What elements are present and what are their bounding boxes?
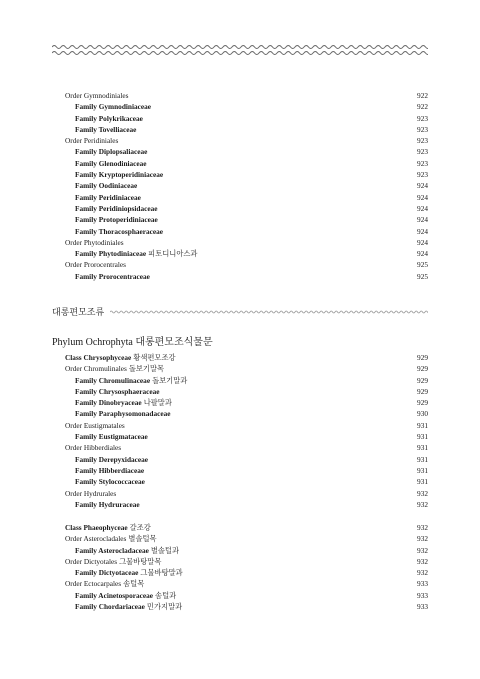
- toc-chrysophyceae-list: [65, 352, 428, 510]
- toc-entry-korean: 피토디니아스과: [148, 249, 198, 259]
- toc-entry-page: 933: [417, 602, 428, 612]
- toc-entry-latin: Order Asterocladales: [65, 534, 127, 544]
- toc-entry-latin: Order Hibberdiales: [65, 443, 122, 453]
- toc-entry-page: 923: [417, 158, 428, 168]
- phylum-korean: 대롱편모조식물문: [135, 337, 213, 348]
- toc-entry-family[interactable]: [65, 192, 428, 203]
- toc-entry-latin: Family Chordariaceae: [75, 602, 145, 612]
- toc-entry-page: 931: [417, 465, 428, 475]
- toc-entry-page: 932: [417, 545, 428, 555]
- toc-entry-page: 932: [417, 534, 428, 544]
- toc-entry-family[interactable]: [65, 124, 428, 135]
- toc-entry-page: 924: [417, 215, 428, 225]
- section-heading: [52, 305, 428, 319]
- toc-entry-page: 929: [417, 364, 428, 374]
- toc-entry-latin: Family Oodiniaceae: [75, 181, 138, 191]
- toc-entry-latin: Family Gymnodiniaceae: [75, 102, 152, 112]
- toc-entry-family[interactable]: [65, 408, 428, 419]
- toc-entry-latin: Family Diplopsaliaceae: [75, 147, 148, 157]
- toc-entry-title: [75, 601, 182, 612]
- toc-entry-korean: 솜털과: [155, 590, 177, 600]
- toc-entry-order[interactable]: [65, 135, 428, 146]
- toc-entry-page: 931: [417, 477, 428, 487]
- toc-entry-page: 924: [417, 181, 428, 191]
- toc-entry-page: 931: [417, 443, 428, 453]
- toc-entry-title: [75, 545, 179, 556]
- toc-entry-latin: Family Chrysosphaeraceae: [75, 386, 160, 396]
- section-heading-label: 대롱편모조류: [52, 305, 108, 319]
- toc-entry-family[interactable]: [65, 146, 428, 157]
- toc-entry-family[interactable]: [65, 158, 428, 169]
- toc-entry-family[interactable]: [65, 590, 428, 601]
- toc-entry-page: 931: [417, 454, 428, 464]
- toc-entry-latin: Family Glenodiniaceae: [75, 158, 147, 168]
- toc-entry-family[interactable]: [65, 397, 428, 408]
- toc-entry-title: [75, 408, 170, 419]
- toc-entry-family[interactable]: [65, 113, 428, 124]
- toc-entry-order[interactable]: [65, 237, 428, 248]
- toc-entry-title: [65, 442, 121, 453]
- toc-entry-title: [75, 397, 172, 408]
- toc-entry-korean: 갈조강: [129, 523, 151, 532]
- toc-entry-korean: 돌보기말과: [152, 375, 188, 385]
- toc-entry-latin: Family Peridiniopsidaceae: [75, 203, 158, 213]
- toc-entry-title: [75, 499, 140, 510]
- toc-entry-page: 932: [417, 488, 428, 498]
- toc-entry-title: [75, 271, 150, 282]
- toc-entry-order[interactable]: [65, 442, 428, 453]
- toc-entry-title: [75, 375, 187, 386]
- toc-entry-family[interactable]: [65, 545, 428, 556]
- toc-entry-page: 929: [417, 375, 428, 385]
- toc-entry-latin: Family Tovelliaceae: [75, 124, 137, 134]
- toc-entry-family[interactable]: [65, 567, 428, 578]
- toc-entry-family[interactable]: [65, 203, 428, 214]
- toc-entry-latin: Family Chromulinaceae: [75, 375, 151, 385]
- toc-entry-order[interactable]: [65, 90, 428, 101]
- toc-entry-family[interactable]: [65, 248, 428, 259]
- toc-entry-page: 923: [417, 147, 428, 157]
- toc-entry-family[interactable]: [65, 226, 428, 237]
- toc-entry-page: 922: [417, 102, 428, 112]
- toc-entry-family[interactable]: [65, 214, 428, 225]
- toc-entry-latin: Order Gymnodiniales: [65, 91, 129, 100]
- toc-entry-page: 929: [417, 353, 428, 362]
- toc-entry-family[interactable]: [65, 465, 428, 476]
- toc-entry-latin: Family Phytodiniaceae: [75, 249, 147, 259]
- toc-entry-latin: Family Kryptoperidiniaceae: [75, 170, 164, 180]
- toc-entry-title: [65, 135, 118, 146]
- toc-entry-page: 924: [417, 237, 428, 247]
- toc-entry-title: [65, 420, 125, 431]
- toc-entry-title: [75, 180, 137, 191]
- toc-entry-page: 930: [417, 409, 428, 419]
- toc-entry-latin: Order Dictyotales: [65, 556, 118, 566]
- toc-entry-latin: Family Dictyotaceae: [75, 568, 139, 578]
- toc-entry-title: [65, 259, 126, 270]
- toc-entry-page: 924: [417, 192, 428, 202]
- toc-entry-latin: Family Derepyxidaceae: [75, 454, 149, 464]
- toc-entry-latin: Family Paraphysomonadaceae: [75, 409, 171, 419]
- toc-entry-title: [65, 533, 157, 544]
- toc-entry-latin: Family Stylococcaceae: [75, 477, 145, 487]
- toc-entry-latin: Order Phytodiniales: [65, 237, 124, 247]
- toc-entry-family[interactable]: [65, 601, 428, 612]
- toc-entry-cls[interactable]: [65, 522, 428, 533]
- toc-entry-page: 925: [417, 260, 428, 270]
- toc-entry-title: [75, 431, 148, 442]
- toc-entry-page: 923: [417, 124, 428, 134]
- toc-entry-family[interactable]: [65, 169, 428, 180]
- toc-entry-title: [75, 465, 144, 476]
- toc-entry-page: 932: [417, 556, 428, 566]
- toc-entry-order[interactable]: [65, 533, 428, 544]
- toc-entry-korean: 민가지말과: [146, 602, 183, 612]
- toc-entry-family[interactable]: [65, 454, 428, 465]
- toc-entry-page: 932: [417, 568, 428, 578]
- toc-entry-title: [75, 214, 158, 225]
- toc-entry-order[interactable]: [65, 488, 428, 499]
- toc-entry-title: [65, 237, 124, 248]
- toc-entry-page: 933: [417, 579, 428, 589]
- toc-entry-title: [75, 248, 197, 259]
- toc-entry-korean: 나팔말과: [143, 398, 172, 408]
- toc-entry-order[interactable]: [65, 259, 428, 270]
- toc-entry-title: [75, 567, 183, 578]
- toc-entry-family[interactable]: [65, 375, 428, 386]
- toc-entry-latin: Order Hydrurales: [65, 488, 117, 498]
- toc-entry-title: [75, 590, 176, 601]
- toc-entry-family[interactable]: [65, 101, 428, 112]
- toc-entry-family[interactable]: [65, 476, 428, 487]
- toc-entry-page: 929: [417, 398, 428, 408]
- toc-entry-korean: 솜털목: [123, 579, 145, 589]
- toc-entry-order[interactable]: [65, 420, 428, 431]
- toc-entry-title: [75, 158, 147, 169]
- toc-entry-korean: 그물바탕말과: [140, 568, 183, 578]
- toc-entry-title: [65, 488, 116, 499]
- toc-entry-korean: 별솔털목: [128, 534, 157, 544]
- toc-entry-order[interactable]: [65, 578, 428, 589]
- toc-entry-title: [65, 522, 151, 533]
- toc-entry-title: [65, 363, 164, 374]
- toc-entry-title: [75, 226, 163, 237]
- toc-entry-page: 924: [417, 249, 428, 259]
- toc-entry-family[interactable]: [65, 180, 428, 191]
- toc-entry-korean: 별솔털과: [150, 545, 180, 555]
- toc-entry-title: [65, 90, 128, 101]
- toc-entry-family[interactable]: [65, 431, 428, 442]
- toc-entry-latin: Family Acinetosporaceae: [75, 590, 154, 600]
- toc-phaeophyceae-list: [65, 522, 428, 612]
- toc-entry-page: 925: [417, 271, 428, 281]
- toc-entry-page: 923: [417, 136, 428, 146]
- toc-entry-latin: Order Ectocarpales: [65, 579, 122, 589]
- wave-border-ornament: [52, 42, 428, 58]
- toc-entry-korean: 황색편모조강: [133, 353, 176, 362]
- toc-entry-page: 932: [417, 523, 428, 532]
- toc-entry-title: [75, 476, 145, 487]
- toc-entry-title: [65, 352, 176, 363]
- toc-entry-family[interactable]: [65, 386, 428, 397]
- toc-entry-title: [75, 203, 158, 214]
- toc-entry-title: [75, 169, 163, 180]
- toc-entry-page: 929: [417, 386, 428, 396]
- toc-entry-latin: Family Dinobryaceae: [75, 398, 142, 408]
- toc-entry-cls[interactable]: [65, 352, 428, 363]
- toc-entry-title: [75, 386, 160, 397]
- toc-entry-latin: Family Hydruraceae: [75, 499, 140, 509]
- toc-entry-page: 931: [417, 432, 428, 442]
- toc-entry-page: 924: [417, 203, 428, 213]
- toc-entry-korean: 그물바탕말목: [119, 556, 162, 566]
- toc-entry-title: [75, 146, 147, 157]
- toc-entry-title: [75, 124, 136, 135]
- toc-entry-latin: Class Phaeophyceae: [65, 523, 128, 532]
- toc-entry-family[interactable]: [65, 499, 428, 510]
- toc-entry-title: [65, 578, 144, 589]
- toc-entry-latin: Order Prorocentrales: [65, 260, 126, 270]
- toc-entry-order[interactable]: [65, 363, 428, 374]
- toc-entry-page: 933: [417, 590, 428, 600]
- toc-entry-title: [65, 556, 161, 567]
- toc-entry-latin: Family Asterocladaceae: [75, 545, 149, 555]
- toc-entry-latin: Order Eustigmatales: [65, 420, 125, 430]
- toc-entry-page: 931: [417, 420, 428, 430]
- toc-entry-latin: Order Peridiniales: [65, 136, 119, 146]
- toc-entry-latin: Family Protoperidiniaceae: [75, 215, 158, 225]
- toc-entry-page: 932: [417, 499, 428, 509]
- phylum-heading: [52, 336, 213, 350]
- toc-entry-title: [75, 192, 141, 203]
- toc-entry-korean: 돌보기말목: [128, 364, 165, 374]
- toc-entry-latin: Order Chromulinales: [65, 364, 127, 374]
- toc-entry-page: 924: [417, 226, 428, 236]
- toc-entry-page: 923: [417, 113, 428, 123]
- toc-entry-latin: Family Prorocentraceae: [75, 271, 150, 281]
- toc-entry-family[interactable]: [65, 271, 428, 282]
- toc-entry-latin: Family Peridiniaceae: [75, 192, 141, 202]
- toc-entry-order[interactable]: [65, 556, 428, 567]
- phylum-latin: Phylum Ochrophyta: [52, 337, 133, 348]
- toc-upper-list: [65, 90, 428, 282]
- toc-entry-title: [75, 113, 143, 124]
- wave-divider-ornament: [110, 309, 428, 315]
- toc-entry-page: 923: [417, 170, 428, 180]
- toc-entry-latin: Class Chrysophyceae: [65, 353, 132, 362]
- toc-entry-title: [75, 454, 148, 465]
- toc-entry-page: 922: [417, 91, 428, 100]
- toc-entry-latin: Family Polykrikaceae: [75, 113, 143, 123]
- toc-entry-latin: Family Hibberdiaceae: [75, 465, 145, 475]
- toc-entry-latin: Family Eustigmataceae: [75, 432, 148, 442]
- toc-entry-latin: Family Thoracosphaeraceae: [75, 226, 164, 236]
- toc-entry-title: [75, 101, 151, 112]
